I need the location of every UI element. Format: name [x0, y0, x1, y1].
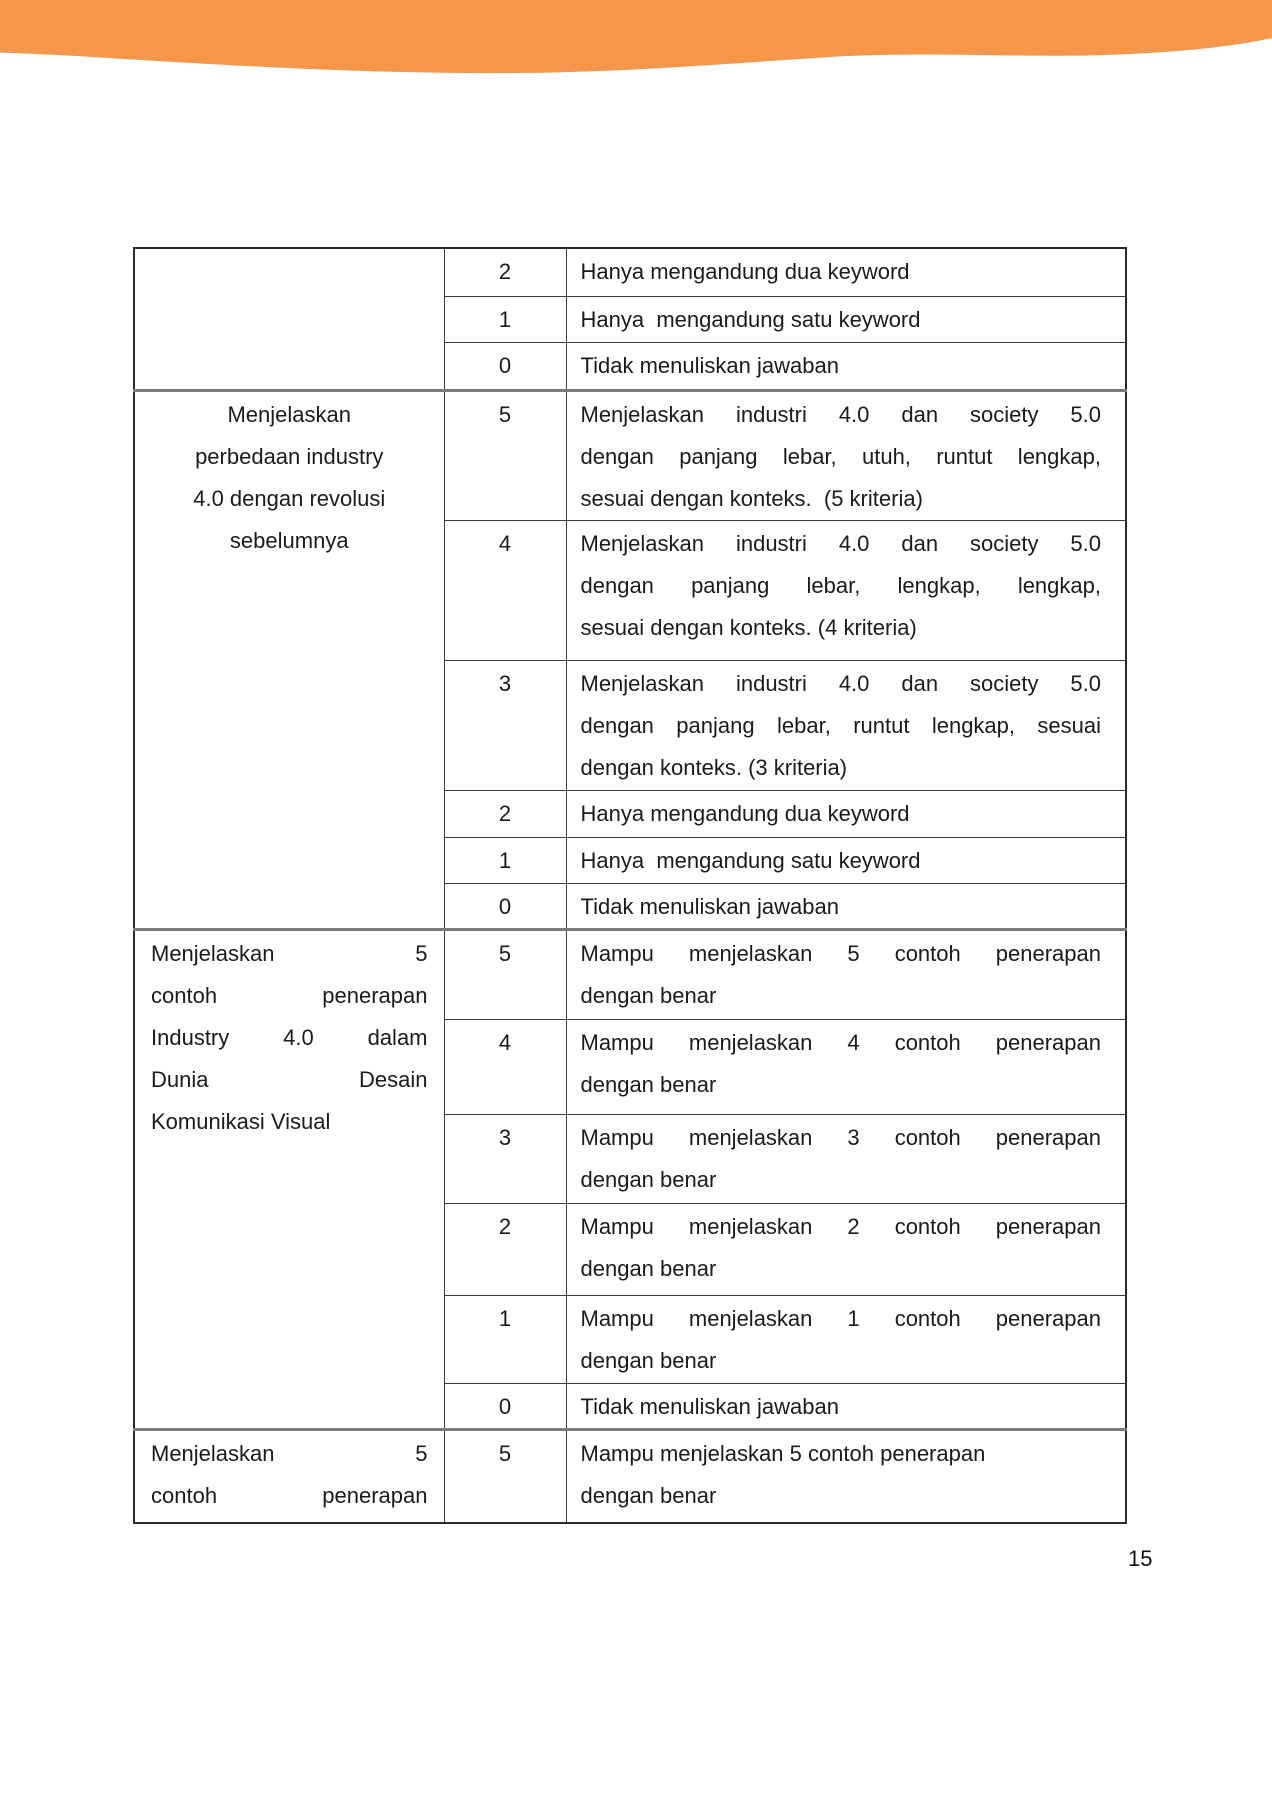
criteria-cell [134, 248, 444, 390]
score-value: 4 [498, 1029, 512, 1055]
score-cell [444, 342, 566, 390]
description-cell [566, 660, 1126, 790]
cell-text-line: Menjelaskan 5 [151, 940, 428, 966]
page-number: 15 [1128, 1546, 1153, 1571]
cell-text-line: sebelumnya [229, 527, 349, 553]
score-cell [444, 520, 566, 660]
description-cell [566, 520, 1126, 660]
score-value: 0 [498, 1393, 512, 1419]
rubric-table [133, 247, 1127, 1524]
description-cell [566, 248, 1126, 296]
description-cell [566, 1019, 1126, 1114]
score-value: 3 [498, 1124, 512, 1150]
criteria-cell [134, 929, 444, 1429]
cell-text-line: dengan benar [580, 1071, 717, 1097]
score-value: 1 [498, 306, 512, 332]
cell-text-line: sesuai dengan konteks. (4 kriteria) [580, 614, 917, 640]
score-value: 5 [498, 1440, 512, 1466]
description-cell [566, 296, 1126, 342]
cell-text-line: dengan panjang lebar, lengkap, lengkap, [580, 572, 1101, 598]
cell-text-line: Mampu menjelaskan 1 contoh penerapan [580, 1305, 1101, 1331]
score-value: 5 [498, 401, 512, 427]
cell-text-line: Mampu menjelaskan 2 contoh penerapan [580, 1213, 1101, 1239]
score-cell [444, 1295, 566, 1383]
score-cell [444, 1019, 566, 1114]
cell-text-line: dengan benar [580, 1166, 717, 1192]
description-cell [566, 1203, 1126, 1295]
score-value: 1 [498, 847, 512, 873]
cell-text-line: dengan benar [580, 982, 717, 1008]
description-cell [566, 390, 1126, 520]
cell-text-line: Menjelaskan industri 4.0 dan society 5.0 [580, 530, 1101, 556]
score-cell [444, 790, 566, 837]
score-cell [444, 883, 566, 929]
criteria-cell [134, 390, 444, 929]
cell-text-line: perbedaan industry [195, 443, 384, 469]
score-cell [444, 1383, 566, 1429]
score-cell [444, 929, 566, 1019]
cell-text-line: 4.0 dengan revolusi [193, 485, 386, 511]
table-row [134, 248, 1126, 296]
cell-text-line: Tidak menuliskan jawaban [580, 893, 839, 919]
description-cell [566, 1114, 1126, 1203]
table-row [134, 1429, 1126, 1523]
cell-text-line: sesuai dengan konteks. (5 kriteria) [580, 485, 923, 511]
header-wave-decoration [0, 0, 1272, 120]
description-cell [566, 1383, 1126, 1429]
score-cell [444, 296, 566, 342]
cell-text-line: contoh penerapan [151, 1482, 428, 1508]
score-value: 0 [498, 893, 512, 919]
cell-text-line: Dunia Desain [151, 1066, 428, 1092]
cell-text-line: dengan benar [580, 1255, 717, 1281]
score-cell [444, 837, 566, 883]
cell-text-line: Tidak menuliskan jawaban [580, 1393, 839, 1419]
description-cell [566, 883, 1126, 929]
score-value: 2 [498, 259, 512, 284]
cell-text-line: Hanya mengandung dua keyword [580, 259, 910, 284]
table-row [134, 929, 1126, 1019]
cell-text-line: Industry 4.0 dalam [151, 1024, 428, 1050]
score-value: 5 [498, 940, 512, 966]
cell-text-line: Hanya mengandung satu keyword [580, 847, 921, 873]
score-value: 3 [498, 670, 512, 696]
cell-text-line: dengan benar [580, 1347, 717, 1373]
score-value: 0 [498, 352, 512, 378]
description-cell [566, 929, 1126, 1019]
cell-text-line: Tidak menuliskan jawaban [580, 352, 839, 378]
score-cell [444, 390, 566, 520]
cell-text-line: Menjelaskan [227, 401, 351, 427]
table-row [134, 390, 1126, 520]
score-value: 2 [498, 800, 512, 826]
cell-text-line: dengan panjang lebar, runtut lengkap, sesuai [580, 712, 1101, 738]
score-cell [444, 660, 566, 790]
cell-text-line: Hanya mengandung satu keyword [580, 306, 921, 332]
cell-text-line: Mampu menjelaskan 3 contoh penerapan [580, 1124, 1101, 1150]
cell-text-line: dengan benar [580, 1482, 717, 1508]
cell-text-line: dengan konteks. (3 kriteria) [580, 754, 848, 780]
cell-text-line: Komunikasi Visual [151, 1108, 331, 1134]
cell-text-line: Mampu menjelaskan 4 contoh penerapan [580, 1029, 1101, 1055]
score-cell [444, 1429, 566, 1523]
score-value: 4 [498, 530, 512, 556]
description-cell [566, 837, 1126, 883]
cell-text-line: Mampu menjelaskan 5 contoh penerapan [580, 1440, 986, 1466]
score-value: 2 [498, 1213, 512, 1239]
score-cell [444, 1203, 566, 1295]
cell-text-line: Menjelaskan 5 [151, 1440, 428, 1466]
score-cell [444, 248, 566, 296]
cell-text-line: Menjelaskan industri 4.0 dan society 5.0 [580, 401, 1101, 427]
cell-text-line: Mampu menjelaskan 5 contoh penerapan [580, 940, 1101, 966]
description-cell [566, 342, 1126, 390]
header-wave-shape [0, 0, 1272, 73]
description-cell [566, 1295, 1126, 1383]
criteria-cell [134, 1429, 444, 1523]
cell-text-line: Menjelaskan industri 4.0 dan society 5.0 [580, 670, 1101, 696]
score-cell [444, 1114, 566, 1203]
cell-text-line: dengan panjang lebar, utuh, runtut lengkap, [580, 443, 1101, 469]
cell-text-line: Hanya mengandung dua keyword [580, 800, 910, 826]
description-cell [566, 790, 1126, 837]
cell-text-line: contoh penerapan [151, 982, 428, 1008]
description-cell [566, 1429, 1126, 1523]
score-value: 1 [498, 1305, 512, 1331]
